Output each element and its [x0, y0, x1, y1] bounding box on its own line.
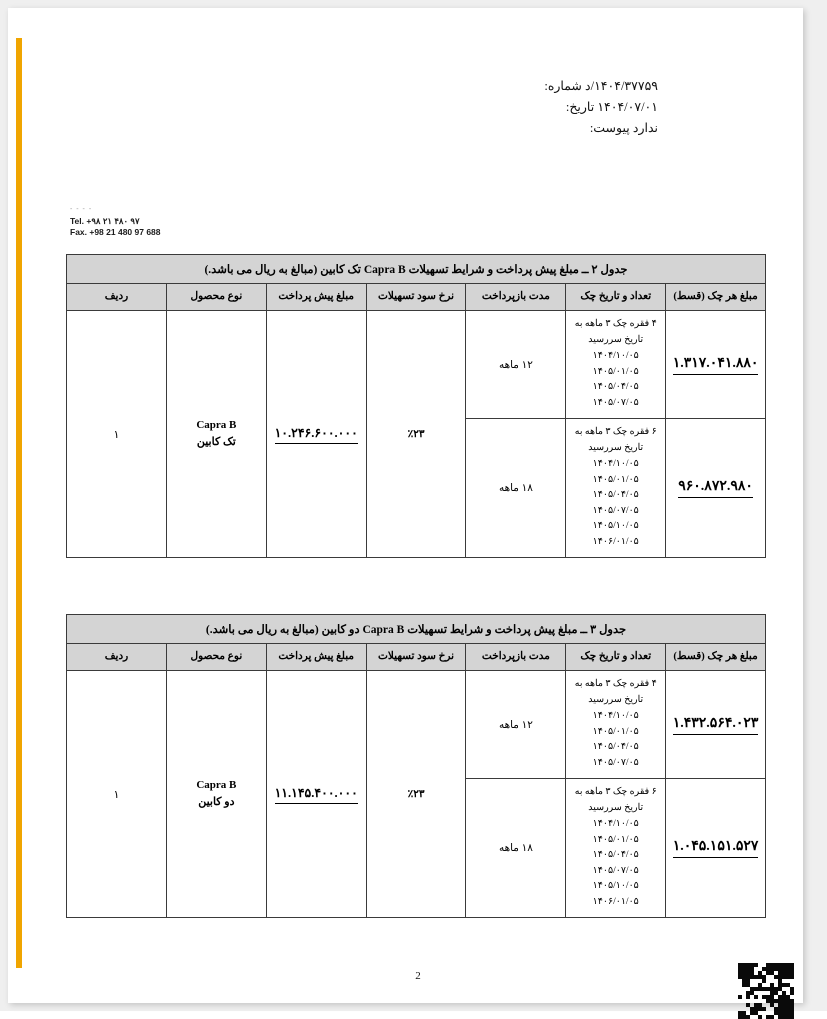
prepay-value: ۱۱.۱۴۵.۴۰۰.۰۰۰: [275, 785, 358, 804]
check-date: ۱۴۰۵/۰۴/۰۵: [592, 742, 639, 752]
meta-attachment-line: [544, 118, 658, 139]
check-date: ۱۴۰۵/۱۰/۰۵: [592, 881, 639, 891]
cell-rownum: ۱: [67, 671, 167, 918]
cell-term: ۱۸ ماهه: [466, 419, 566, 558]
product-name: Capra B: [196, 419, 237, 431]
contact-block: [70, 204, 161, 238]
amount-value: ۹۶۰.۸۷۲.۹۸۰: [678, 478, 753, 498]
meta-date-value: ۱۴۰۴/۰۷/۰۱: [597, 100, 658, 114]
cell-checks: [566, 311, 666, 419]
table-capra-b-double-cabin: [66, 614, 766, 918]
checks-title: ۴ فقره چک ۳ ماهه به تاریخ سررسید: [574, 679, 657, 705]
prepay-value: ۱۰.۲۴۶.۶۰۰.۰۰۰: [275, 425, 358, 444]
meta-date-label: تاریخ:: [565, 100, 595, 114]
cell-term: ۱۲ ماهه: [466, 311, 566, 419]
cell-rownum: ۱: [67, 311, 167, 558]
contact-tel: Tel. +۹۸ ۲۱ ۴۸۰ ۹۷: [70, 216, 140, 226]
header-term: مدت بازپرداخت: [466, 644, 566, 671]
cell-amount: [666, 671, 766, 779]
header-prepay: مبلغ پیش پرداخت: [266, 284, 366, 311]
table-header-row: [67, 644, 766, 671]
cell-rate: ٪۲۳: [366, 311, 466, 558]
check-date: ۱۴۰۴/۱۰/۰۵: [592, 459, 639, 469]
check-date: ۱۴۰۴/۱۰/۰۵: [592, 819, 639, 829]
table-row: [67, 311, 766, 419]
cell-checks: [566, 419, 666, 558]
document-page: [8, 8, 803, 1003]
product-name: Capra B: [196, 779, 237, 791]
header-product: نوع محصول: [166, 284, 266, 311]
meta-number-line: [544, 76, 658, 97]
meta-number-value: ۱۴۰۴/۳۷۷۵۹/د: [585, 79, 658, 93]
product-variant: دو کابین: [198, 796, 235, 808]
meta-attachment-label: پیوست:: [589, 121, 630, 135]
table-header-row: [67, 284, 766, 311]
cell-checks: [566, 671, 666, 779]
table-title: جدول ۲ ــ مبلغ پیش پرداخت و شرایط تسهیلات Capra B تک کابین (مبالغ به ریال می باشد.): [67, 255, 766, 284]
checks-title: ۶ فقره چک ۳ ماهه به تاریخ سررسید: [574, 427, 657, 453]
checks-title: ۶ فقره چک ۳ ماهه به تاریخ سررسید: [574, 787, 657, 813]
header-amount: مبلغ هر چک (قسط): [666, 284, 766, 311]
check-date: ۱۴۰۵/۰۷/۰۵: [592, 505, 639, 516]
check-date: ۱۴۰۵/۰۱/۰۵: [592, 474, 639, 485]
cell-rate: ٪۲۳: [366, 671, 466, 918]
amount-value: ۱.۰۴۵.۱۵۱.۵۲۷: [673, 838, 759, 858]
contact-fax: Fax. +98 21 480 97 688: [70, 227, 161, 237]
check-date: ۱۴۰۶/۰۱/۰۵: [592, 536, 639, 547]
check-date: ۱۴۰۶/۰۱/۰۵: [592, 896, 639, 907]
table-title: جدول ۳ ــ مبلغ پیش پرداخت و شرایط تسهیلات Capra B دو کابین (مبالغ به ریال می باشد.): [67, 615, 766, 644]
cell-product: [166, 311, 266, 558]
check-date: ۱۴۰۵/۰۴/۰۵: [592, 850, 639, 860]
cell-amount: [666, 311, 766, 419]
meta-number-label: شماره:: [544, 79, 582, 93]
header-product: نوع محصول: [166, 644, 266, 671]
header-term: مدت بازپرداخت: [466, 284, 566, 311]
cell-prepay: [266, 311, 366, 558]
check-date: ۱۴۰۵/۱۰/۰۵: [592, 521, 639, 531]
check-date: ۱۴۰۵/۰۱/۰۵: [592, 726, 639, 737]
table-capra-b-single-cabin: [66, 254, 766, 558]
header-checks: تعداد و تاریخ چک: [566, 284, 666, 311]
cell-checks: [566, 779, 666, 918]
check-date: ۱۴۰۵/۰۱/۰۵: [592, 834, 639, 845]
checks-title: ۴ فقره چک ۳ ماهه به تاریخ سررسید: [574, 319, 657, 345]
header-rownum: ردیف: [67, 284, 167, 311]
cell-prepay: [266, 671, 366, 918]
meta-date-line: [544, 97, 658, 118]
check-date: ۱۴۰۵/۰۱/۰۵: [592, 366, 639, 377]
header-checks: تعداد و تاریخ چک: [566, 644, 666, 671]
header-rownum: ردیف: [67, 644, 167, 671]
header-rate: نرخ سود تسهیلات: [366, 644, 466, 671]
cell-term: ۱۸ ماهه: [466, 779, 566, 918]
check-date: ۱۴۰۵/۰۷/۰۵: [592, 865, 639, 876]
table-title-row: [67, 615, 766, 644]
check-date: ۱۴۰۴/۱۰/۰۵: [592, 351, 639, 361]
table-row: [67, 671, 766, 779]
check-date: ۱۴۰۵/۰۴/۰۵: [592, 382, 639, 392]
document-meta: [544, 76, 658, 139]
page-accent-bar: [16, 38, 22, 968]
header-prepay: مبلغ پیش پرداخت: [266, 644, 366, 671]
document-content: [48, 8, 788, 1003]
product-variant: تک کابین: [196, 436, 236, 448]
check-date: ۱۴۰۴/۱۰/۰۵: [592, 711, 639, 721]
check-date: ۱۴۰۵/۰۷/۰۵: [592, 397, 639, 408]
check-date: ۱۴۰۵/۰۴/۰۵: [592, 490, 639, 500]
page-number: 2: [415, 970, 421, 982]
meta-attachment-value: ندارد: [632, 121, 658, 135]
contact-faint-line: - - - -: [70, 206, 93, 213]
table-title-row: [67, 255, 766, 284]
cell-product: [166, 671, 266, 918]
amount-value: ۱.۴۳۲.۵۶۴.۰۲۳: [673, 715, 759, 735]
cell-amount: [666, 779, 766, 918]
header-amount: مبلغ هر چک (قسط): [666, 644, 766, 671]
cell-term: ۱۲ ماهه: [466, 671, 566, 779]
check-date: ۱۴۰۵/۰۷/۰۵: [592, 757, 639, 768]
cell-amount: [666, 419, 766, 558]
header-rate: نرخ سود تسهیلات: [366, 284, 466, 311]
amount-value: ۱.۳۱۷.۰۴۱.۸۸۰: [673, 355, 759, 375]
